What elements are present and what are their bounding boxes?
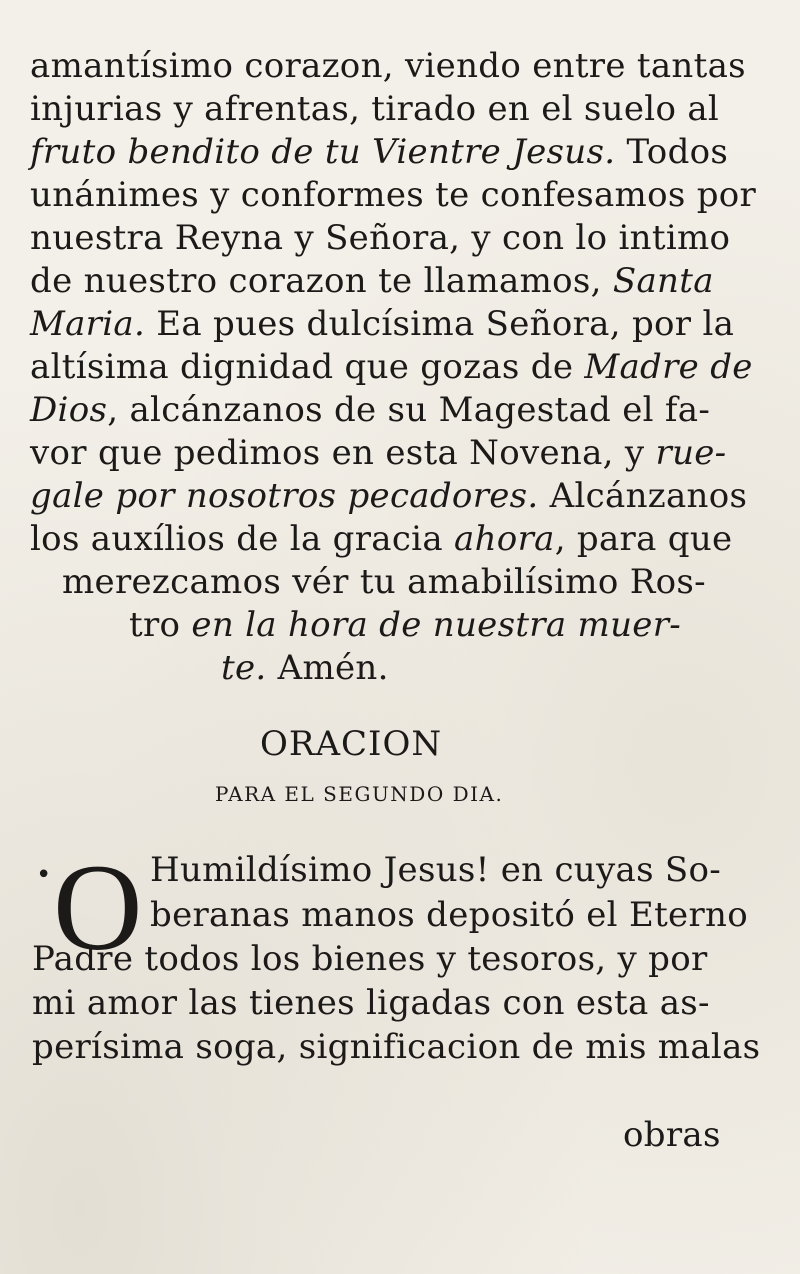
text-line: unánimes y conformes te confesamos por — [30, 175, 757, 215]
drop-cap: O — [53, 839, 143, 976]
text-line: merezcamos vér tu amabilísimo Ros- — [62, 562, 706, 602]
section-subtitle: PARA EL SEGUNDO DIA. — [215, 782, 504, 806]
text-line: Maria. Ea pues dulcísima Señora, por la — [30, 304, 735, 344]
text-line: Padre todos los bienes y tesoros, y por — [32, 939, 708, 979]
text-line: perísima soga, significacion de mis malas — [32, 1027, 761, 1067]
text-line: nuestra Reyna y Señora, y con lo intimo — [30, 218, 731, 258]
text-line: mi amor las tienes ligadas con esta as- — [32, 983, 710, 1023]
text-line: gale por nosotros pecadores. Alcánzanos — [30, 476, 748, 516]
text-line: los auxílios de la gracia ahora, para que — [30, 519, 733, 559]
text-line: beranas manos depositó el Eterno — [150, 895, 748, 935]
text-line: Dios, alcánzanos de su Magestad el fa- — [30, 390, 711, 430]
text-line: vor que pedimos en esta Novena, y rue- — [30, 433, 727, 473]
text-line: te. Amén. — [221, 648, 389, 688]
ornament-dot: • — [36, 860, 52, 890]
text-line: amantísimo corazon, viendo entre tantas — [30, 46, 746, 86]
catchword: obras — [623, 1115, 721, 1155]
text-line: de nuestro corazon te llamamos, Santa — [30, 261, 714, 301]
text-line: injurias y afrentas, tirado en el suelo al — [30, 89, 720, 129]
text-line: fruto bendito de tu Vientre Jesus. Todos — [30, 132, 729, 172]
section-title: ORACION — [260, 724, 443, 764]
text-line: tro en la hora de nuestra muer- — [129, 605, 682, 645]
text-line: altísima dignidad que gozas de Madre de — [30, 347, 753, 387]
text-line: Humildísimo Jesus! en cuyas So- — [150, 850, 722, 890]
